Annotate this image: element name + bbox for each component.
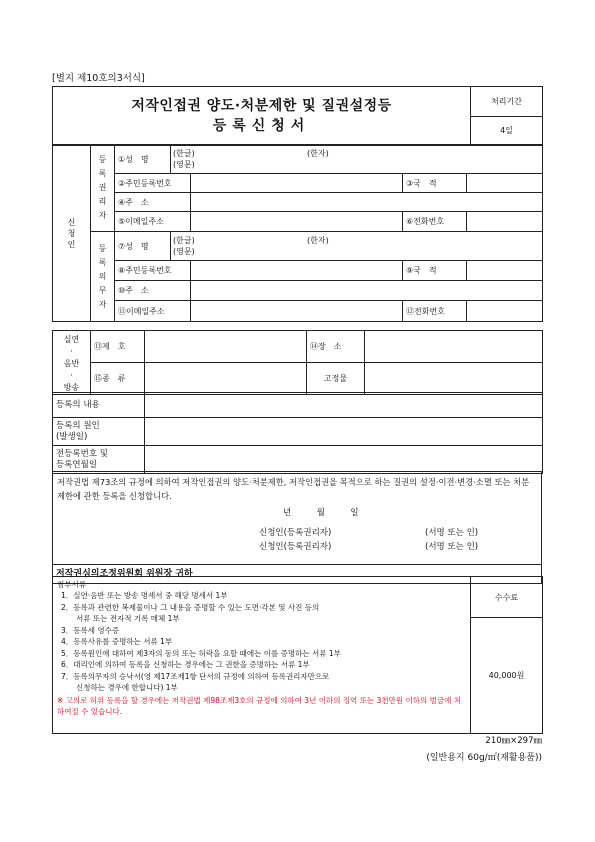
- attachment-item: 1．실연·음반 또는 방송 명세서 중 해당 명세서 1부: [61, 591, 228, 600]
- attachments-heading: 첨부서류: [57, 580, 86, 589]
- attachments-list: [61, 590, 466, 694]
- applicant-sign-1: 신청인(등록권리자): [259, 528, 332, 538]
- obligor-nationality-field[interactable]: [467, 261, 543, 281]
- registrant-label: 등 록 권 리 자: [91, 145, 115, 232]
- obligor-phone-label: ⑫전화번호: [403, 301, 467, 322]
- registrant-phone-field[interactable]: [467, 212, 543, 232]
- registrant-name-field[interactable]: (한글) (한자) (영문): [171, 145, 543, 174]
- registrant-rrn-field[interactable]: [191, 174, 403, 193]
- form-title-line2: 등록신청서: [212, 118, 311, 134]
- paper-size: 210㎜×297㎜: [485, 736, 542, 746]
- date-line: 년 월 일: [283, 508, 359, 518]
- performance-table: [52, 330, 543, 395]
- type-field[interactable]: [145, 363, 307, 395]
- applicant-sign-2: 신청인(등록권리자): [259, 542, 332, 552]
- obligor-name-field[interactable]: (한글) (한자) (영문): [171, 232, 543, 261]
- registration-content-label: 등록의 내용: [53, 393, 145, 418]
- registrant-name-label: ①성 명: [115, 145, 171, 174]
- obligor-label: 등 록 의 무 자: [91, 232, 115, 322]
- attachment-item: 5．등록원인에 대하여 제3자의 동의 또는 허락을 요할 때에는 이를 증명하는 서류 1부: [61, 648, 341, 658]
- obligor-address-label: ⑩주 소: [115, 281, 191, 301]
- attachment-item: 서류 또는 전자적 기록 매체 1부: [61, 614, 180, 623]
- form-title-line1: 저작인접권 양도·처분제한 및 질권설정등: [131, 98, 392, 114]
- attachment-item: 2．등록과 관련한 복제물이나 그 내용을 증명할 수 있는 도면·각본 및 사진 등의: [61, 602, 320, 612]
- form-number-label: [별지 제10호의3서식]: [52, 73, 145, 84]
- attachment-item: 신청하는 경우에 한합니다) 1부: [61, 683, 178, 692]
- place-field[interactable]: [365, 331, 543, 363]
- fee-value: 40,000원: [471, 618, 543, 734]
- registrant-nationality-field[interactable]: [467, 174, 543, 193]
- warning-text: ※ 고의로 허위 등록을 할 경우에는 저작권법 제98조제3호의 규정에 의하여 3년 이하의 징역 또는 3천만원 이하의 벌금에 처하여질 수 있습니다.: [57, 695, 461, 716]
- attachments-cell: [53, 577, 471, 734]
- statement-text: 저작권법 제73조의 규정에 의하여 저작인접권의 양도·처분제한, 저작인접권을 목적으로 하는 질권의 설정·이전·변경·소멸 또는 처분제한에 관한 등록을 신청합니다.: [57, 477, 530, 501]
- recipient: 저작권심의조정위원회 위원장 귀하: [53, 565, 542, 584]
- obligor-email-label: ⑪이메일주소: [115, 301, 191, 322]
- fixation-field[interactable]: [365, 363, 543, 395]
- registration-content-field[interactable]: [145, 393, 543, 418]
- place-label: ⑭장 소: [307, 331, 365, 363]
- applicant-table: [52, 144, 543, 322]
- title-table: [52, 86, 543, 146]
- registration-cause-label: 등록의 원인 (발생일): [53, 418, 145, 446]
- registrant-email-label: ⑤이메일주소: [115, 212, 191, 232]
- applicant-label: 신 청 인: [53, 145, 91, 322]
- attachment-item: 7．등록의무자의 승낙서(영 제17조제1항 단서의 규정에 의하여 등록권리자만으로: [61, 671, 330, 681]
- registrant-phone-label: ⑥전화번호: [403, 212, 467, 232]
- obligor-phone-field[interactable]: [467, 301, 543, 322]
- fixation-label: 고정물: [307, 363, 365, 395]
- type-label: ⑮종 류: [91, 363, 145, 395]
- obligor-address-field[interactable]: [191, 281, 543, 301]
- obligor-email-field[interactable]: [191, 301, 403, 322]
- previous-registration-label: 전등록번호 및 등록연월일: [53, 446, 145, 474]
- registration-cause-field[interactable]: [145, 418, 543, 446]
- registrant-address-label: ④주 소: [115, 193, 191, 212]
- obligor-rrn-field[interactable]: [191, 261, 403, 281]
- attachment-item: 3．등록세 영수증: [61, 625, 120, 635]
- obligor-name-label: ⑦성 명: [115, 232, 171, 261]
- registrant-rrn-label: ②주민등록번호: [115, 174, 191, 193]
- sign-note-1: (서명 또는 인): [425, 528, 479, 538]
- statement-table: [52, 471, 542, 584]
- processing-period-label: 처리기간: [471, 87, 543, 117]
- title-field-label: ⑬제 호: [91, 331, 145, 363]
- attachment-item: 6．대리인에 의하여 등록을 신청하는 경우에는 그 권한을 증명하는 서류 1부: [61, 660, 310, 669]
- paper-note: (일반용지 60g/㎡(재활용품)): [426, 753, 542, 763]
- sign-note-2: (서명 또는 인): [425, 542, 479, 552]
- title-field[interactable]: [145, 331, 307, 363]
- registration-table: [52, 392, 543, 474]
- processing-period-value: 4일: [471, 116, 543, 146]
- registrant-address-field[interactable]: [191, 193, 543, 212]
- fee-label: 수수료: [471, 577, 543, 618]
- attachment-item: 4．등록사유를 증명하는 서류 1부: [61, 637, 173, 646]
- statement-cell: [53, 472, 542, 565]
- form-title: [53, 87, 471, 146]
- obligor-rrn-label: ⑧주민등록번호: [115, 261, 191, 281]
- registrant-email-field[interactable]: [191, 212, 403, 232]
- performance-label: 실연 · 음반 · 방송: [53, 331, 91, 395]
- attachments-table: [52, 576, 543, 734]
- previous-registration-field[interactable]: [145, 446, 543, 474]
- obligor-nationality-label: ⑨국 적: [403, 261, 467, 281]
- registrant-nationality-label: ③국 적: [403, 174, 467, 193]
